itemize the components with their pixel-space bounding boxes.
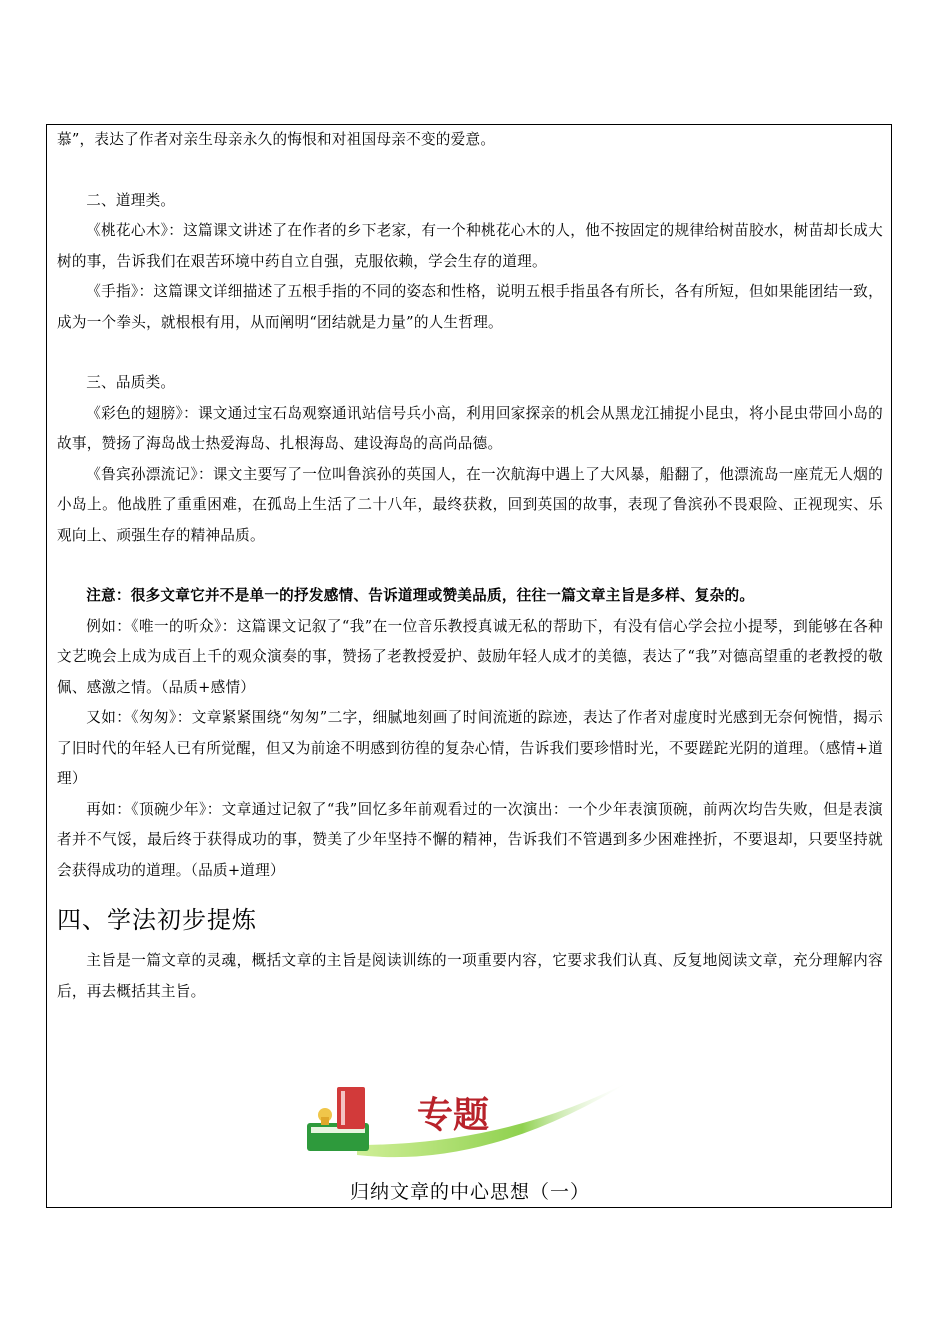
- section-title: 四、学法初步提炼: [57, 906, 257, 934]
- book-icon: [307, 1087, 369, 1151]
- example-dingwanshaonian: 再如：《顶碗少年》：文章通过记叙了“我”回忆多年前观看过的一次演出：一个少年表演顶碗，前两次均告失败，但是表演者并不气馁，最后终于获得成功的事，赞美了少年坚持不懈的精神，告诉我们不管遇到多少困难挫折，不要退却，只要坚持就会获得成功的道理。（品质+道理）: [57, 800, 883, 879]
- paragraph-caisedechibang: 《彩色的翅膀》：课文通过宝石岛观察通讯站信号兵小高，利用回家探亲的机会从黑龙江捕捉小昆虫，将小昆虫带回小岛的故事，赞扬了海岛战士热爱海岛、扎根海岛、建设海岛的高尚品德。: [57, 404, 883, 452]
- paragraph-continuation: 慕”，表达了作者对亲生母亲永久的悔恨和对祖国母亲不变的爱意。: [57, 131, 496, 148]
- example-weiyidetingzhong: 例如：《唯一的听众》：这篇课文记叙了“我”在一位音乐教授真诚无私的帮助下，有没有信心学会拉小提琴，到能够在各种文艺晚会上成为成百上千的观众演奏的事，赞扬了老教授爱护、鼓励年轻人成才的美德，表达了“我”对德高望重的老教授的敬佩、感激之情。（品质+感情）: [57, 617, 883, 696]
- example-congcong: 又如：《匆匆》：文章紧紧围绕“匆匆”二字，细腻地刻画了时间流逝的踪迹，表达了作者对虚度时光感到无奈何惋惜，揭示了旧时代的年轻人已有所觉醒，但又为前途不明感到彷徨的复杂心情，告诉我们要珍惜时光，不要蹉跎光阴的道理。（感情+道理）: [57, 709, 883, 787]
- paragraph-taohuaxinmu: 《桃花心木》：这篇课文讲述了在作者的乡下老家，有一个种桃花心木的人，他不按固定的规律给树苗胶水，树苗却长成大树的事，告诉我们在艰苦环境中药自立自强，克服依赖，学会生存的道理。: [57, 222, 883, 270]
- heading-quality-category: 三、品质类。: [86, 374, 176, 391]
- banner-label: 专题: [417, 1094, 490, 1136]
- paragraph-lubinsun: 《鲁宾孙漂流记》：课文主要写了一位叫鲁滨孙的英国人，在一次航海中遇上了大风暴，船翻了，他漂流岛一座荒无人烟的小岛上。他战胜了重重困难，在孤岛上生活了二十八年，最终获救，回到英国的故事，表现了鲁滨孙不畏艰险、正视现实、乐观向上、顽强生存的精神品质。: [57, 465, 883, 544]
- heading-reason-category: 二、道理类。: [86, 191, 176, 209]
- banner-swoosh: [357, 1080, 632, 1157]
- content-frame: [46, 124, 892, 1208]
- document-body: [57, 125, 883, 1007]
- section-body: 主旨是一篇文章的灵魂，概括文章的主旨是阅读训练的一项重要内容，它要求我们认真、反复地阅读文章，充分理解内容后，再去概括其主旨。: [57, 952, 883, 1000]
- topic-banner: [297, 1075, 637, 1185]
- topic-caption: 归纳文章的中心思想（一）: [349, 1181, 590, 1203]
- paragraph-shouzhi: 《手指》：这篇课文详细描述了五根手指的不同的姿态和性格，说明五根手指虽各有所长，各有所短，但如果能团结一致，成为一个拳头，就根根有用，从而阐明“团结就是力量”的人生哲理。: [57, 283, 883, 331]
- note-paragraph: 注意：很多文章它并不是单一的抒发感情、告诉道理或赞美品质，往往一篇文章主旨是多样、复杂的。: [86, 587, 755, 604]
